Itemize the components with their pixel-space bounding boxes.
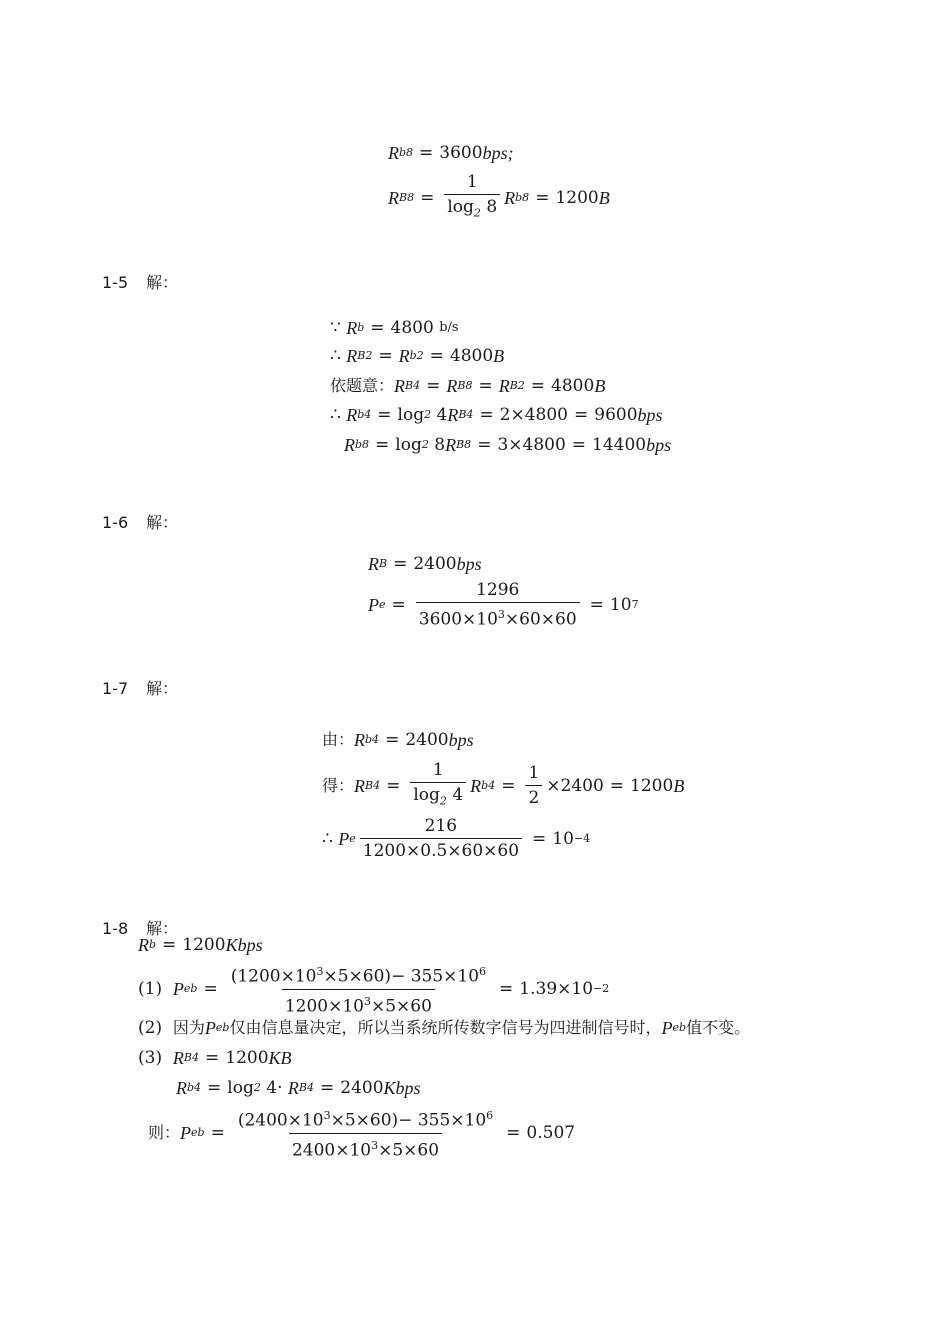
eq-18-0: R b = 1200 Kbps — [138, 935, 263, 955]
eq-16-1: R B = 2400 bps — [368, 554, 482, 574]
eq-18-2: (2) 因为 P eb 仅由信息量决定，所以当系统所传数字信号为四进制信号时， P eb 值不变。 — [138, 1018, 751, 1038]
section-heading-1-8: 1-8 解： — [102, 919, 179, 938]
eq-17-3: ∴ P e $\frac{216}{1200\times 0.5\times 60\times 60}$ = 10 −4 — [322, 816, 591, 861]
section-heading-1-6: 1-6 解： — [102, 513, 179, 532]
eq-15-4: ∴ R b4 = log 2 4 R B4 = 2×4800 = 9600 bps — [330, 405, 663, 425]
eq-15-5: R b8 = log 2 8 R B8 = 3×4800 = 14400 bps — [344, 435, 672, 455]
eq-18-5: 则： P eb = $\frac{(2400\times 10^3\times 5\times 60)- 355\times 10^6}{2400\times 10^3\times 5\times 60}$ = 0.507 — [148, 1109, 576, 1161]
eq-rB8: R B8 = $\frac{1}{\log_2 8}$ R b8 = 1200 B — [388, 172, 610, 223]
eq-15-2: ∴ R B2 = R b2 = 4800 B — [330, 346, 505, 366]
eq-15-3: 依题意： R B4 = R B8 = R B2 = 4800 B — [330, 376, 606, 396]
eq-18-3: (3) R B4 = 1200 KB — [138, 1048, 292, 1068]
eq-rb8: R b8 = 3600 bps; — [388, 143, 514, 163]
eq-18-1: (1) P eb = $\frac{(1200\times 10^3\times 5\times 60)- 355\times 10^6}{1200\times 10^3\times 5\times 60}$ = 1.39×10 −2 — [138, 965, 610, 1017]
eq-17-2: 得： R B4 = $\frac{1}{\log_2 4}$ R b4 = $\frac{1}{2}$ ×2400 = 1200 B — [322, 760, 684, 811]
section-heading-1-7: 1-7 解： — [102, 679, 179, 698]
eq-17-1: 由： R b4 = 2400 bps — [322, 730, 474, 750]
eq-16-2: P e = $\frac{1296}{3600\times 10^3\times 60\times 60}$ = 10 7 — [368, 580, 639, 630]
section-heading-1-5: 1-5 解： — [102, 273, 179, 292]
eq-15-1: ∵ R b = 4800 b/s — [330, 318, 459, 338]
eq-18-4: R b4 = log 2 4· R B4 = 2400 Kbps — [176, 1078, 421, 1098]
